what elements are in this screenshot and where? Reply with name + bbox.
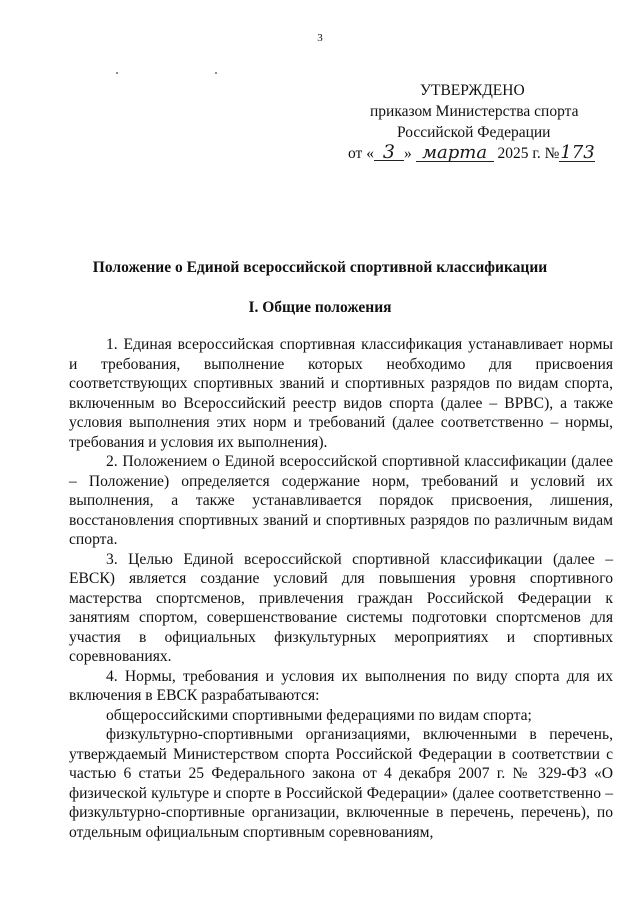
date-mid: » xyxy=(403,145,412,162)
paragraph-5: общероссийскими спортивными федерациями по видам спорта; xyxy=(106,706,532,724)
paragraph-2: 2. Положением о Единой всероссийской спортивной классификации (далее – Положение) определяется содержание норм, требований и условий их выполнения, а также устанавливается порядок присвоения, лишения, восстановления спортивных званий и спортивных разрядов по различным видам спорта. xyxy=(69,453,613,548)
handwritten-number: 173 xyxy=(560,142,595,163)
approval-federation-line: Российской Федерации xyxy=(397,124,551,141)
document-body xyxy=(69,335,613,842)
paragraph-6: физкультурно-спортивными организациями, включенными в перечень, утверждаемый Министерством спорта Российской Федерации в соответствии с частью 6 статьи 25 Федерального закона от 4 декабря 2007 г. № 329-ФЗ «О физической культуре и спорте в Российской Федерации» (далее соответственно – физкультурно-спортивные организации, включенные в перечень, перечень), по отдельным официальным спортивным соревнованиям, xyxy=(69,726,613,841)
page-number: 3 xyxy=(317,32,323,44)
date-year: 2025 г. № xyxy=(497,145,560,162)
approval-order-line: приказом Министерства спорта xyxy=(370,103,579,120)
scan-speck xyxy=(116,72,118,74)
date-prefix: от « xyxy=(348,145,374,162)
handwritten-day: 3 xyxy=(374,144,404,161)
paragraph-3: 3. Целью Единой всероссийской спортивной классификации (далее – ЕВСК) является создание условий для повышения уровня спортивного мастерства спортсменов, привлечения граждан Российской Федерации к занятиям спортом, совершенствование системы подготовки спортсменов для участия в официальных физкультурных мероприятиях и спортивных соревнованиях. xyxy=(69,550,613,665)
paragraph-1: 1. Единая всероссийская спортивная классификация устанавливает нормы и требования, выполнение которых необходимо для присвоения соответствующих спортивных званий и спортивных разрядов по видам спорта, включенным во Всероссийский реестр видов спорта (далее – ВРВС), а также условия выполнения этих норм и требований (далее соответственно – нормы, требования и условия их выполнения). xyxy=(69,336,613,451)
handwritten-month: марта xyxy=(416,145,494,162)
scan-speck xyxy=(215,72,217,74)
approval-heading: УТВЕРЖДЕНО xyxy=(420,82,525,99)
section-title: I. Общие положения xyxy=(248,299,392,316)
document-title: Положение о Единой всероссийской спортивной классификации xyxy=(92,259,548,276)
paragraph-4: 4. Нормы, требования и условия их выполнения по виду спорта для их включения в ЕВСК разрабатываются: xyxy=(69,667,613,704)
approval-date-line xyxy=(348,143,595,164)
